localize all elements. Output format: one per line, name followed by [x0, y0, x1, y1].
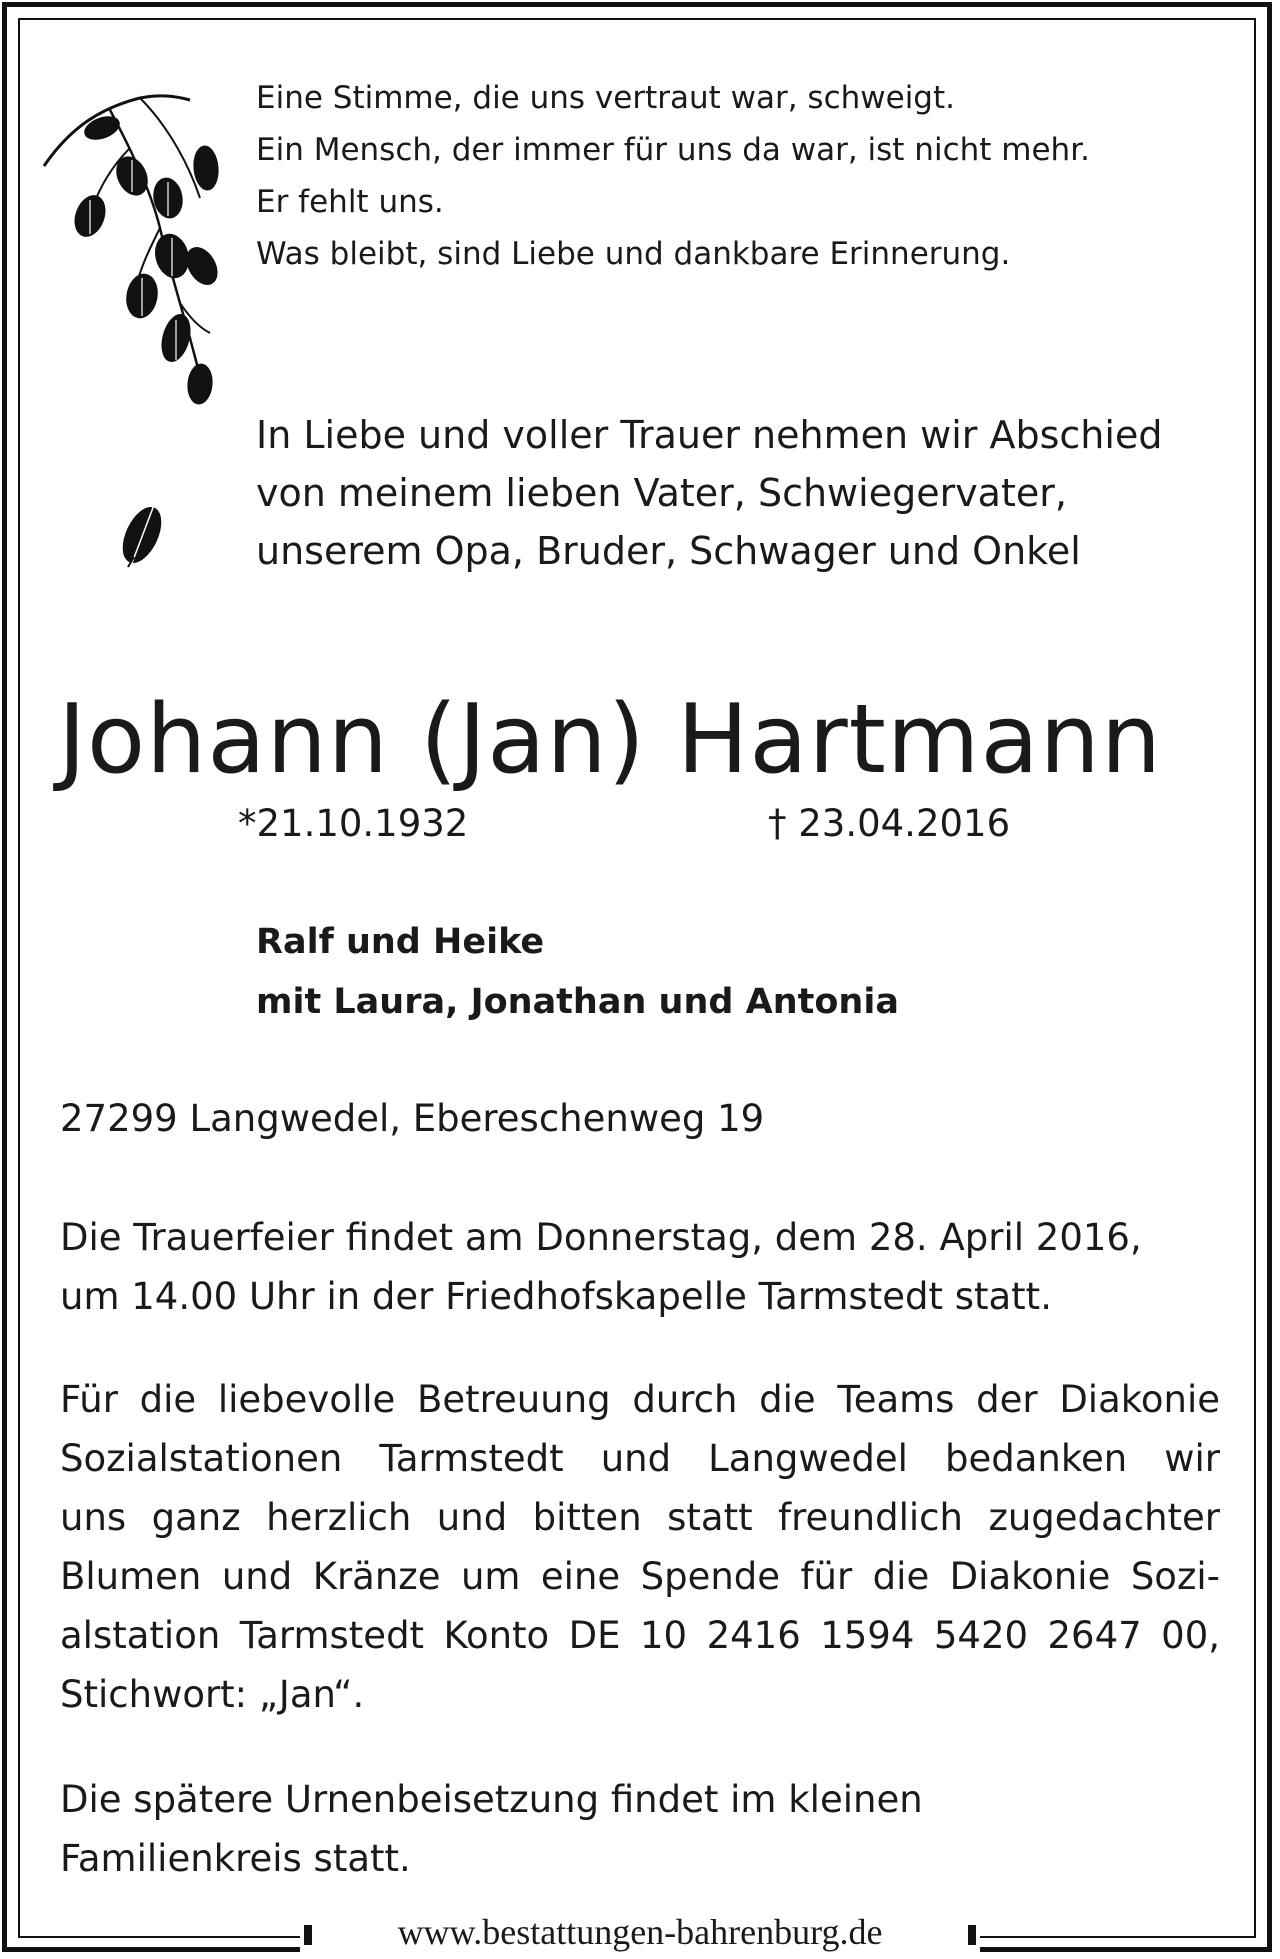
- ceremony-line: Die Trauerfeier findet am Donnerstag, dem 28. April 2016,: [60, 1216, 1142, 1259]
- poem-line: Was bleibt, sind Liebe und dankbare Erinnerung.: [256, 236, 1011, 272]
- intro-text: [256, 406, 1162, 580]
- poem-line: Eine Stimme, die uns vertraut war, schweigt.: [256, 80, 955, 116]
- family-line: Ralf und Heike: [256, 922, 545, 962]
- urn-line: Die spätere Urnenbeisetzung findet im kleinen: [60, 1778, 923, 1821]
- urn-line: Familienkreis statt.: [60, 1837, 411, 1880]
- poem-line: Ein Mensch, der immer für uns da war, ist nicht mehr.: [256, 132, 1090, 168]
- deceased-name: Johann (Jan) Hartmann: [58, 685, 1163, 795]
- thanks-line: alstation Tarmstedt Konto DE 10 2416 1594 5420 2647 00,: [60, 1614, 1220, 1657]
- birth-date: *21.10.1932: [238, 802, 469, 845]
- thanks-line: Blumen und Kränze um eine Spende für die Diakonie Sozi-: [60, 1555, 1220, 1598]
- poem-line: Er fehlt uns.: [256, 184, 444, 220]
- birch-branch-icon: [40, 88, 230, 408]
- falling-leaf-icon: [118, 497, 166, 573]
- urn-info: [60, 1770, 923, 1888]
- death-date: † 23.04.2016: [768, 802, 1011, 845]
- thanks-line: Stichwort: „Jan“.: [60, 1673, 365, 1716]
- family-line: mit Laura, Jonathan und Antonia: [256, 982, 899, 1022]
- family-names: [256, 912, 899, 1032]
- thanks-paragraph: [60, 1370, 1220, 1724]
- intro-line: In Liebe und voller Trauer nehmen wir Abschied: [256, 413, 1163, 457]
- intro-line: von meinem lieben Vater, Schwiegervater,: [256, 471, 1067, 515]
- address: 27299 Langwedel, Ebereschenweg 19: [60, 1097, 765, 1140]
- footer-website-link[interactable]: www.bestattungen-bahrenburg.de: [397, 1912, 883, 1952]
- thanks-line: Für die liebevolle Betreuung durch die Teams der Diakonie: [60, 1378, 1220, 1421]
- ceremony-info: [60, 1208, 1142, 1326]
- poem: [256, 72, 1090, 280]
- ceremony-line: um 14.00 Uhr in der Friedhofskapelle Tarmstedt statt.: [60, 1275, 1052, 1318]
- thanks-line: Sozialstationen Tarmstedt und Langwedel bedanken wir: [60, 1437, 1220, 1480]
- thanks-line: uns ganz herzlich und bitten statt freundlich zugedachter: [60, 1496, 1220, 1539]
- intro-line: unserem Opa, Bruder, Schwager und Onkel: [256, 529, 1081, 573]
